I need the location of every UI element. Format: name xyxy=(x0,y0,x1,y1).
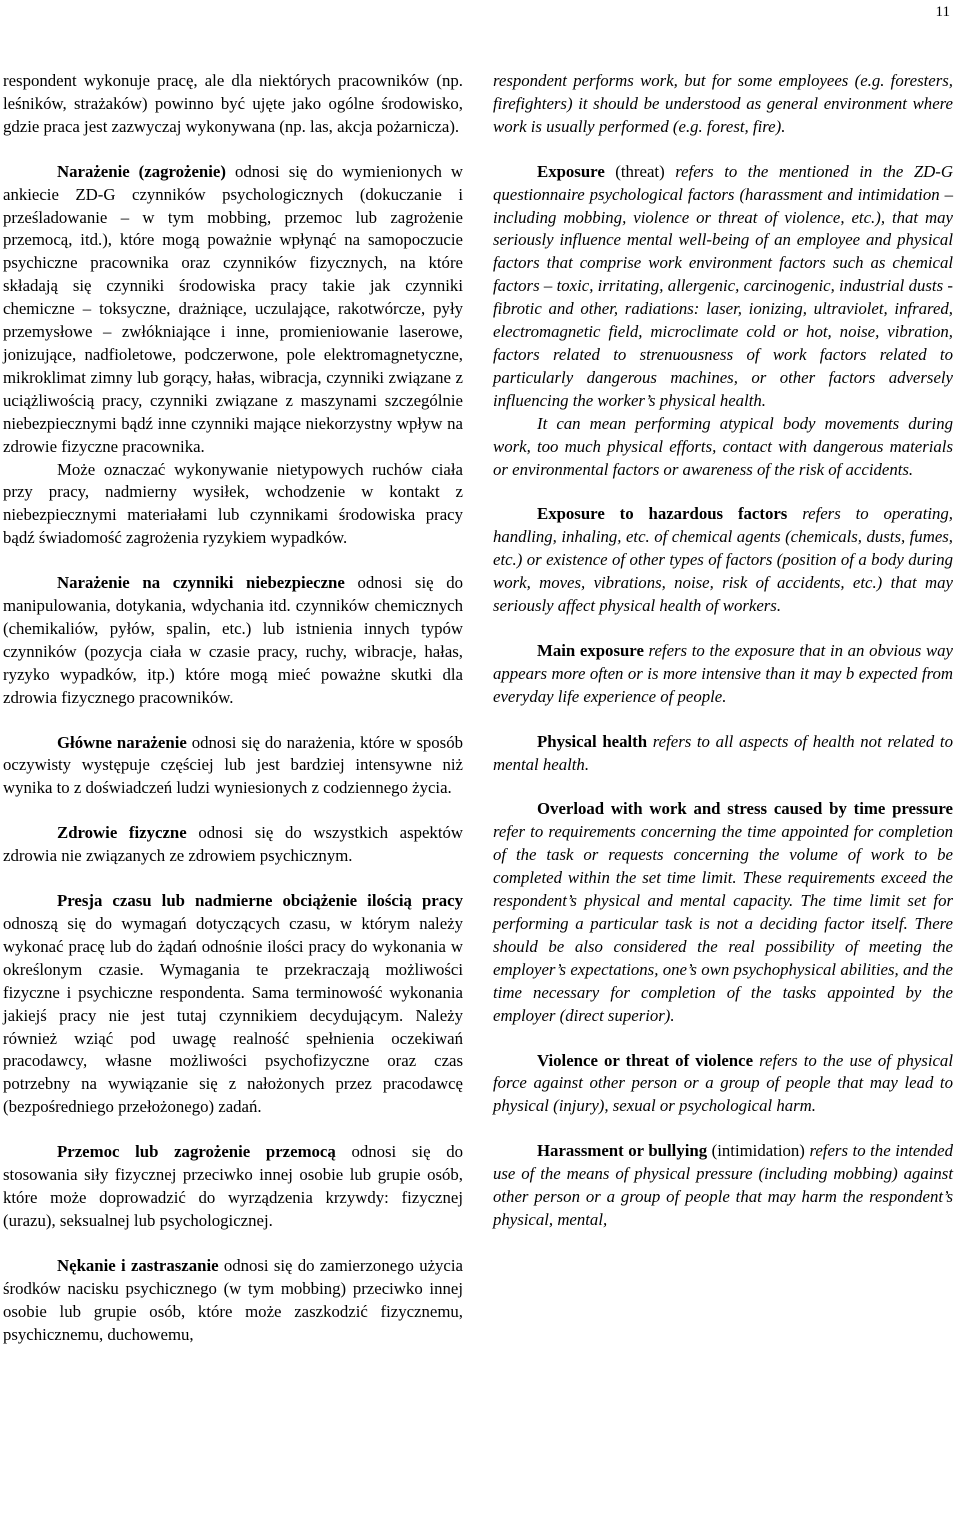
pl-text-physical-health: odnosi się do wszystkich aspektów zdrowia nie związanych ze zdrowiem psychicznym. xyxy=(3,823,463,866)
en-term-harassment: Harassment or bullying xyxy=(537,1141,708,1161)
polish-column xyxy=(3,70,463,1346)
pl-text-main-exposure: odnosi się do narażenia, które w sposób oczywisty występuje częściej lub jest bardziej intensywne niż wynika to z doświadczeń ludzi wyniesionych z codziennego życia. xyxy=(3,732,463,798)
pl-term-exposure: Narażenie (zagrożenie) xyxy=(57,161,226,181)
en-text-physical-health: refers to all aspects of health not related to mental health. xyxy=(493,731,953,774)
en-term-exposure: Exposure xyxy=(537,161,605,181)
pl-text-exposure: odnosi się do wymienionych w ankiecie ZD-G czynników psychologicznych (dokuczanie i prześladowanie – w tym mobbing, przemoc lub zagrożenie przemocą, itd.), które mogą poważnie wpłynąć na samopoczucie psychiczne pracownika oraz czynników fizycznych, na które składają się czynniki środowiska pracy takie jak czynniki chemiczne – toksyczne, drażniące, uczulające, rakotwórcze, pyły przemysłowe – zwłókniające i inne, promieniowanie laserowe, jonizujące, nadfioletowe, podczerwone, pole elektromagnetyczne, mikroklimat zimny lub gorący, hałas, wibracja, czynniki związane z uciążliwością pracy, czynniki związane z maszynami szczególnie niebezpiecznymi bądź inne czynniki mające niekorzystny wpływ na zdrowie fizyczne pracownika. xyxy=(3,161,463,456)
en-definition-harassment xyxy=(493,1140,953,1232)
en-paragraph-movements: It can mean performing atypical body movements during work, too much physical efforts, contact with dangerous materials or environmental factors or awareness of the risk of accidents. xyxy=(493,413,953,479)
page-number: 11 xyxy=(935,4,950,20)
en-term-exposure-paren: (threat) xyxy=(604,161,665,181)
pl-text-hazardous: odnosi się do manipulowania, dotykania, wdychania itd. czynników chemicznych (chemikaliów, pyłów, spalin, etc.) lub istnienia innych typów czynników (pozycja ciała w czasie pracy, ruchy, wibracje, hałas, ryzyko wypadków, itp.) które mogą mieć poważne skutki dla zdrowia fizycznego pracowników. xyxy=(3,573,464,707)
en-text-exposure: refers to the mentioned in the ZD-G questionnaire psychological factors (harassment and intimidation – including mobbing, violence or threat of violence, etc.), that may seriously influence mental well-being of an employee and physical factors that comprise work environment factors such as chemical factors – toxic, irritating, allergenic, carcinogenic, industrial dusts - fibrotic and other, radiations: laser, ionizing, ultraviolet, infrared, electromagnetic field, microclimate cold or hot, noise, vibration, factors related to strenuousness of work factors related to particularly dangerous machines, or other factors adversely influencing the worker’s physical health. xyxy=(493,161,953,410)
pl-term-hazardous: Narażenie na czynniki niebezpieczne xyxy=(57,573,345,593)
en-definition-time-pressure xyxy=(493,798,953,1027)
en-term-hazardous: Exposure to hazardous factors xyxy=(537,504,788,524)
pl-text-harassment: odnosi się do zamierzonego użycia środków nacisku psychicznego (w tym mobbing) przeciwko innej osobie lub grupie osób, które może zaszkodzić fizycznemu, psychicznemu, duchowemu, xyxy=(3,1255,463,1344)
pl-definition-violence xyxy=(3,1141,463,1233)
en-text-harassment: refers to the intended use of the means of physical pressure (including mobbing) against other person or a group of people that may harm the respondent’s physical, mental, xyxy=(493,1141,953,1229)
en-term-harassment-paren: (intimidation) xyxy=(707,1141,805,1161)
en-text-hazardous: refers to operating, handling, inhaling, etc. of chemical agents (chemicals, dusts, fumes, etc.) or existence of other types of factors (position of a body during work, moves, vibrations, noise, risk of accidents, etc.) that may seriously affect physical health of workers. xyxy=(493,504,953,616)
en-definition-exposure xyxy=(493,161,953,413)
pl-text-time-pressure: odnoszą się do wymagań dotyczących czasu, w którym należy wykonać pracę lub do żądań odnośnie ilości pracy do wykonania w określonym czasie. Wymagania te przekraczają możliwości fizyczne i psychiczne respondenta. Sama terminowość wykonania jakiejś pracy nie jest tutaj czynnikiem decydującym. Należy również wziąć pod uwagę realność spełnienia oczekiwań pracodawcy, własne możliwości psychofizyczne oraz czas potrzebny na wywiązanie się z nałożonych przez pracodawcę (bezpośredniego przełożonego) zadań. xyxy=(3,914,463,1117)
pl-term-time-pressure: Presja czasu lub nadmierne obciążenie ilością pracy xyxy=(57,891,463,911)
pl-definition-exposure xyxy=(3,161,463,459)
en-definition-physical-health xyxy=(493,731,953,777)
pl-term-violence: Przemoc lub zagrożenie przemocą xyxy=(57,1142,336,1162)
en-definition-hazardous xyxy=(493,503,953,618)
en-term-main-exposure: Main exposure xyxy=(537,640,644,660)
en-term-time-pressure: Overload with work and stress caused by time pressure xyxy=(537,799,953,819)
en-definition-violence xyxy=(493,1050,953,1119)
en-paragraph-intro: respondent performs work, but for some employees (e.g. foresters, firefighters) it should be understood as general environment where work is usually performed (e.g. forest, fire). xyxy=(493,71,953,136)
pl-term-main-exposure: Główne narażenie xyxy=(57,732,187,752)
pl-definition-time-pressure xyxy=(3,890,463,1119)
en-text-time-pressure: refer to requirements concerning the time appointed for completion of the task or requests concerning the volume of work to be completed within the set time limit. These requirements exceed the respondent’s physical and mental capacity. The time limit set for performing a particular task is not a deciding factor itself. There should be also considered the real possibility of meeting the employer’s expectations, one’s own psychophysical abilities, and the time necessary for completion of the tasks appointed by the employer (direct superior). xyxy=(493,822,953,1025)
pl-definition-main-exposure xyxy=(3,732,463,801)
pl-paragraph-intro: respondent wykonuje pracę, ale dla niektórych pracowników (np. leśników, strażaków) powinno być ujęte jako ogólne środowisko, gdzie praca jest zazwyczaj wykonywana (np. las, akcja pożarnicza). xyxy=(3,71,463,136)
en-definition-main-exposure xyxy=(493,640,953,709)
pl-paragraph-movements: Może oznaczać wykonywanie nietypowych ruchów ciała przy pracy, nadmierny wysiłek, wchodzenie w kontakt z niebezpiecznymi materiałami lub czynnikami środowiska pracy bądź świadomość zagrożenia ryzykiem wypadków. xyxy=(3,459,463,548)
english-column xyxy=(493,70,953,1232)
pl-term-physical-health: Zdrowie fizyczne xyxy=(57,823,187,843)
en-text-violence: refers to the use of physical force against other person or a group of people that may lead to physical (injury), sexual or psychological harm. xyxy=(493,1050,953,1116)
pl-term-harassment: Nękanie i zastraszanie xyxy=(57,1255,219,1275)
pl-definition-physical-health xyxy=(3,822,463,868)
pl-text-violence: odnosi się do stosowania siły fizycznej przeciwko innej osobie lub grupie osób, które może doprowadzić do wyrządzenia krzywdy: fizycznej (urazu), seksualnej lub psychologicznej. xyxy=(3,1142,463,1230)
en-term-violence: Violence or threat of violence xyxy=(537,1050,754,1070)
en-text-main-exposure: refers to the exposure that in an obvious way appears more often or is more intensive than it may b expected from everyday life experience of people. xyxy=(493,640,953,706)
pl-definition-hazardous xyxy=(3,572,463,709)
pl-definition-harassment xyxy=(3,1255,463,1347)
en-term-physical-health: Physical health xyxy=(537,731,648,751)
